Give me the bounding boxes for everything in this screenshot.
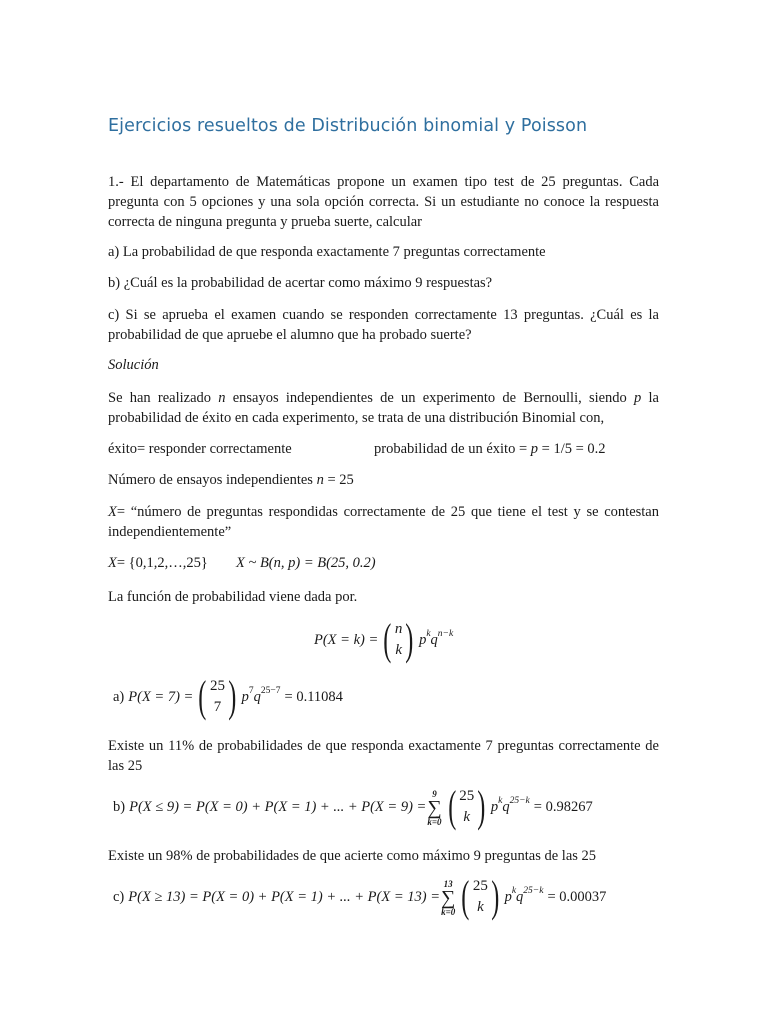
x-def-text: = “número de preguntas respondidas correctamente de 25 que tiene el test y se contestan independientemente” <box>108 504 659 540</box>
formula-a-lhs: P(X = 7) = <box>128 689 194 705</box>
intro-text-1: Se han realizado <box>108 390 219 406</box>
ensayos-line <box>108 470 659 490</box>
c-sum-top: 13 <box>443 879 453 889</box>
x-definition <box>108 502 659 542</box>
exito-prob-text: probabilidad de un éxito = <box>374 441 531 457</box>
formula-b <box>113 782 593 831</box>
formula-c-sum: 13 ∑ k=0 <box>441 879 456 917</box>
pmf-lhs: P(X = k) = <box>314 632 379 648</box>
formula-a-power: $p^7q^{25-7}$ <box>241 686 281 705</box>
a-binom-bottom: 7 <box>213 699 222 715</box>
formula-b-binomial: ( 25 k ) <box>447 782 486 831</box>
exito-prob-p: p <box>530 441 539 457</box>
problem-item-a: a) La probabilidad de que responda exactamente 7 preguntas correctamente <box>108 244 546 260</box>
ensayos-n: n <box>316 472 324 488</box>
formula-b-sum: 9 ∑ k=0 <box>427 789 442 827</box>
formula-a-binomial: ( 25 7 ) <box>198 672 237 721</box>
pmf-binom-bottom: k <box>395 642 402 658</box>
ensayos-text: Número de ensayos independientes <box>108 472 317 488</box>
c-binom-top: 25 <box>472 878 488 894</box>
b-binom-bottom: k <box>463 809 471 825</box>
intro-n: n <box>218 390 226 406</box>
formula-b-power: $p^kq^{25-k}$ <box>490 796 530 815</box>
document-title: Ejercicios resueltos de Distribución binomial y Poisson <box>108 116 588 136</box>
c-sum-bottom: k=0 <box>441 907 456 917</box>
intro-p: p <box>634 390 642 406</box>
pmf-binomial: ( n k ) <box>383 615 414 664</box>
pmf-formula <box>314 615 454 664</box>
formula-c-binomial: ( 25 k ) <box>461 872 500 921</box>
a-binom-top: 25 <box>210 678 225 694</box>
c-binom-bottom: k <box>477 899 484 915</box>
solution-intro <box>108 388 659 428</box>
b-sum-bottom: k=0 <box>427 817 442 827</box>
exito-label: éxito= responder correctamente <box>108 441 292 457</box>
x-distribution: X ~ B(n, p) = B(25, 0.2) <box>236 555 376 571</box>
intro-text-2: ensayos independientes de un experimento de Bernoulli, siendo <box>225 390 635 406</box>
pmf-rest: $p^kq^{n-k}$ <box>419 629 454 648</box>
problem-statement: 1.- El departamento de Matemáticas propone un examen tipo test de 25 preguntas. Cada pregunta con 5 opciones y una sola opción correcta. Si un estudiante no conoce la respuesta correcta de ninguna pregunta y prueba suerte, calcular <box>108 174 659 230</box>
exito-prob-value: = 1/5 = 0.2 <box>538 441 606 457</box>
b-sum-top: 9 <box>432 789 437 799</box>
formula-b-result: = 0.98267 <box>533 799 593 815</box>
x-set-line <box>108 553 659 573</box>
formula-c-power: $p^kq^{25-k}$ <box>504 886 544 905</box>
ensayos-value: = 25 <box>323 472 354 488</box>
intro-text-3: la probabilidad de éxito en cada experimento, se trata de una distribución Binomial con, <box>108 390 659 426</box>
conclusion-b: Existe un 98% de probabilidades de que acierte como máximo 9 preguntas de las 25 <box>108 848 597 864</box>
solution-heading: Solución <box>108 357 159 373</box>
formula-a-result: = 0.11084 <box>284 689 343 705</box>
exito-probability <box>374 439 606 459</box>
x-def-var: X <box>108 504 117 520</box>
x-set-text: = {0,1,2,…,25} <box>116 555 208 571</box>
formula-a-label: a) <box>113 689 125 705</box>
problem-item-c: c) Si se aprueba el examen cuando se responden correctamente 13 preguntas. ¿Cuál es la probabilidad de que apruebe el alumno que ha probado suerte? <box>108 307 659 343</box>
pmf-binom-top: n <box>394 621 403 637</box>
func-text: La función de probabilidad viene dada por. <box>108 589 358 605</box>
conclusion-a: Existe un 11% de probabilidades de que responda exactamente 7 preguntas correctamente de las 25 <box>108 738 659 774</box>
formula-a <box>113 672 343 721</box>
formula-c <box>113 872 607 921</box>
formula-b-lhs: P(X ≤ 9) = P(X = 0) + P(X = 1) + ... + P(X = 9) = <box>129 799 427 815</box>
formula-c-lhs: P(X ≥ 13) = P(X = 0) + P(X = 1) + ... + P(X = 13) = <box>128 889 440 905</box>
x-set-var: X <box>108 555 117 571</box>
formula-b-label: b) <box>113 799 126 815</box>
b-binom-top: 25 <box>459 788 475 804</box>
formula-c-result: = 0.00037 <box>547 889 607 905</box>
problem-item-b: b) ¿Cuál es la probabilidad de acertar como máximo 9 respuestas? <box>108 275 493 291</box>
exito-line <box>108 439 659 459</box>
formula-c-label: c) <box>113 889 125 905</box>
